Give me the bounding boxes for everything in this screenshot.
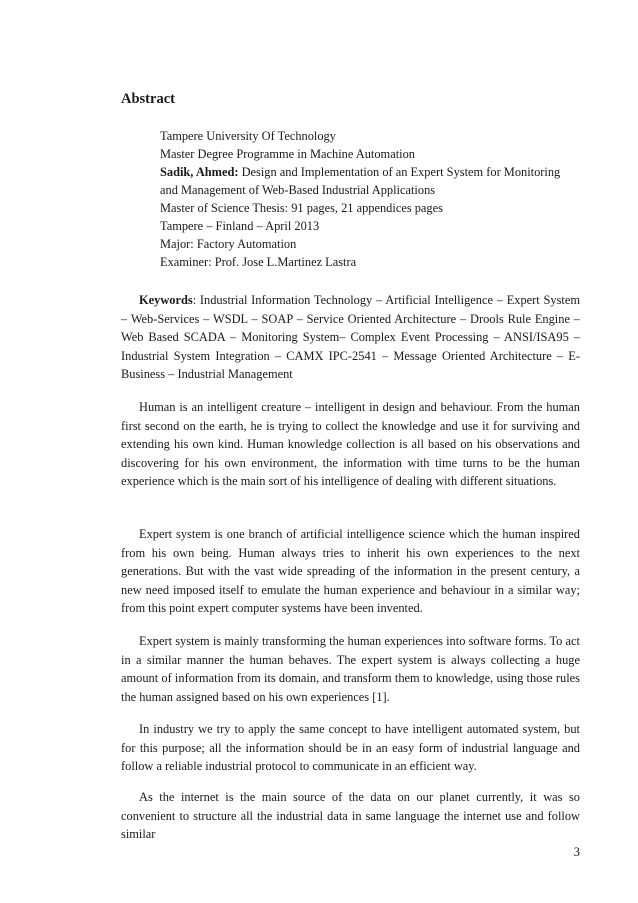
programme-line: Master Degree Programme in Machine Automation [160, 147, 415, 161]
thesis-info-line: Master of Science Thesis: 91 pages, 21 appendices pages [160, 201, 443, 215]
examiner-line: Examiner: Prof. Jose L.Martinez Lastra [160, 255, 357, 269]
author-title-line [160, 163, 580, 199]
body-paragraph-2: Expert system is one branch of artificial intelligence science which the human inspired from his own being. Human always tries to inherit his own experiences to the next generations. But with the vast wide spreading of the information in the present century, a new need imposed itself to emulate the human experience and behaviour in a similar way; from this point expert computer systems have been invented. [121, 527, 580, 616]
university-line: Tampere University Of Technology [160, 129, 336, 143]
abstract-heading: Abstract [121, 91, 175, 107]
page-number: 3 [573, 845, 580, 859]
body-paragraph-3: Expert system is mainly transforming the human experiences into software forms. To act in a similar manner the human behaves. The expert system is always collecting a huge amount of information from its domain, and transform them to knowledge, using those rules the human assigned based on his own experiences [1]. [121, 634, 580, 704]
thesis-title: Design and Implementation of an Expert System for Monitoring and Management of Web-Based Industrial Applications [160, 165, 561, 197]
author-name: Sadik, Ahmed: [160, 165, 239, 179]
keywords-text: : Industrial Information Technology – Artificial Intelligence – Expert System – Web-Services – WSDL – SOAP – Service Oriented Architecture – Drools Rule Engine – Web Based SCADA – Monitoring System– Complex Event Processing – ANSI/ISA95 – Industrial System Integration – CAMX IPC-2541 – Message Oriented Architecture – E-Business – Industrial Management [121, 293, 580, 382]
body-paragraph-4: In industry we try to apply the same concept to have intelligent automated system, but for this purpose; all the information should be in an easy form of industrial language and follow a reliable industrial protocol to communicate in an efficient way. [121, 722, 580, 774]
location-date-line: Tampere – Finland – April 2013 [160, 219, 320, 233]
major-line: Major: Factory Automation [160, 237, 297, 251]
thesis-metadata [160, 127, 580, 271]
keywords-label: Keywords [139, 293, 193, 307]
body-paragraph-1: Human is an intelligent creature – intelligent in design and behaviour. From the human first second on the earth, he is trying to collect the knowledge and use it for surviving and extending his own kind. Human knowledge collection is all based on his observations and discovering for his own environment, the information with time turns to be the human experience which is the main sort of his intelligence of dealing with different situations. [121, 400, 580, 489]
keywords-paragraph [121, 291, 580, 384]
body-paragraph-5: As the internet is the main source of the data on our planet currently, it was so convenient to structure all the industrial data in same language the internet use and follow similar [121, 790, 580, 842]
